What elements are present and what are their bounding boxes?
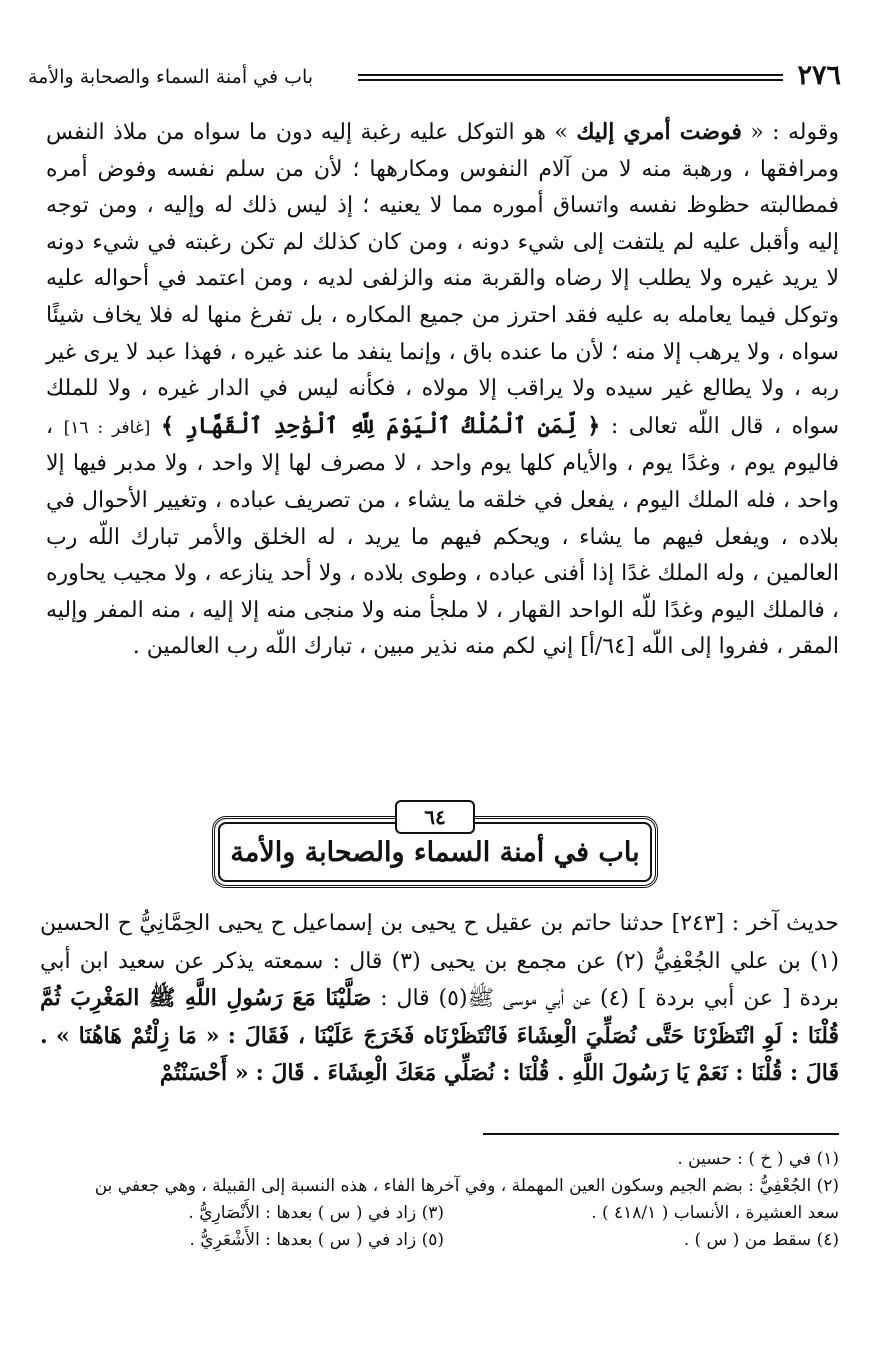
chapter-number: ٦٤ [395,800,475,834]
hadith-quote-2: « أَحْسَنْتُمْ [159,1060,249,1086]
verse-reference: [غافر : ١٦] [63,417,151,438]
hadith-quote-1: « مَا زِلْتُمْ هَاهُنَا » [55,1022,220,1049]
footnote-row [40,1227,839,1254]
running-title: باب في أمنة السماء والصحابة والأمة [28,66,314,88]
footnotes [40,1146,839,1254]
footnote-4: (٤) سقط من ( س ) . [683,1230,839,1250]
footnote-rule [483,1133,839,1135]
quoted-phrase: فوضت أمري إليك [576,119,742,145]
quran-verse: ﴿ لِّمَنِ ٱلْمُلْكُ ٱلْيَوْمَ لِلَّهِ ٱلْوَٰحِدِ ٱلْقَهَّارِ ﴾ [160,412,601,439]
commentary-text: » هو التوكل عليه رغبة إليه دون ما سواه من ملاذ النفس ومرافقها ، ورهبة منه لا من آلام النفوس ومكارهها ؛ لأن من سلم نفسه وفوض أمره فمطالبته حظوظ نفسه واتساق أموره مما لا يعنيه ؛ إذ ليس ذلك له وإليه ، ومن توجه إليه وأقبل عليه لم يلتفت إلى شيء دونه ، ومن كان كذلك لم تكن رغبته في شيء دونه لا يريد غيره ولا يطلب إلا رضاه والقربة منه والزلفى لديه ، ومن اعتمد في أحواله عليه وتوكل فيما يعامله به عليه فقد احترز من جميع المكاره ، بل تفرغ منها له فلا يخاف شيئًا سواه ، ولا يرهب إلا منه ؛ لأن ما عنده باق ، وإنما ينفد ما عند غيره ، فهذا عبد لا يرى غير ربه ، ولا يطالع غير سيده ولا يراقب إلا مولاه ، فكأنه ليس في الدار غيره ، ولا للملك سواه ، قال اللّه تعالى : [46,120,840,439]
hadith-matn-2: . قَالَ : قُلْنَا : نَعَمْ يَا رَسُولَ اللَّهِ . قُلْنَا : نُصَلِّي مَعَكَ الْعِشَاءَ . قَالَ : [40,1022,839,1086]
commentary-text-end: ، فاليوم يوم ، وغدًا يوم ، والأيام كلها يوم واحد ، لا مصرف لها إلا واحد ، ولا مدبر فيها إلا واحد ، فله الملك اليوم ، يفعل في خلقه ما يشاء ، من تصريف عباده ، وتغيير الأحوال في بلاده ، ويفعل فيهم ما يشاء ، ويحكم فيهم ما يريد ، له الخلق والأمر تبارك اللّه رب العالمين ، وله الملك غدًا إذا أفنى عباده ، وطوى بلاده ، ولا أحد ينازعه ، ولا مجيب يحاوره ، فالملك اليوم وغدًا للّه الواحد القهار ، لا ملجأ منه ولا منجى منه إلا إليه ، منه المفر وإليه المقر ، ففروا إلى اللّه [٦٤/أ] إني لكم منه نذير مبين ، تبارك اللّه رب العالمين . [46,413,840,660]
footnote-1: (١) في ( خ ) : حسين . [677,1149,839,1169]
running-header [28,58,841,98]
footnote-2: (٢) الجُعْفِيُّ : بضم الجيم وسكون العين المهملة ، وفي آخرها الفاء ، هذه النسبة إلى القبيلة ، وهي جعفي بن [94,1176,839,1196]
quote-open: وقوله : « [750,120,840,145]
chapter-title: باب في أمنة السماء والصحابة والأمة [230,837,640,868]
footnote-row [40,1200,839,1227]
footnote-5: (٥) زاد في ( س ) بعدها : الأَشْعَرِيُّ . [189,1230,444,1250]
hadith-matn: صَلَّيْنَا مَعَ رَسُولِ اللَّهِ ﷺ المَغْرِبَ ثُمَّ قُلْنَا : لَوِ انْتَظَرْنَا حَتَّى نُصَلِّيَ الْعِشَاءَ فَانْتَظَرْنَاه فَخَرَجَ عَلَيْنَا ، فَقَالَ : [40,985,840,1049]
header-rule [358,74,783,81]
footnote-2-cont: سعد العشيرة ، الأنساب ( ٤١٨/١ ) . [591,1203,839,1223]
commentary-paragraph [46,114,839,666]
chapter-heading [212,800,658,888]
footnote-3: (٣) زاد في ( س ) بعدها : الأَنْصَارِيُّ . [188,1203,444,1223]
hadith-isnad: حديث آخر : [٢٤٣] حدثنا حاتم بن عقيل ح يحيى بن إسماعيل ح يحيى الحِمَّانِيُّ ح الحسين (١) بن علي الجُعْفِيُّ (٢) عن مجمع بن يحيى (٣) قال : سمعته يذكر عن سعيد ابن أبي بردة [ عن أبي بردة ] (٤) عن أبي موسى ﷺ(٥) قال : [40,911,840,1011]
hadith-paragraph [40,905,839,1093]
page-number: ٢٧٦ [797,60,841,91]
